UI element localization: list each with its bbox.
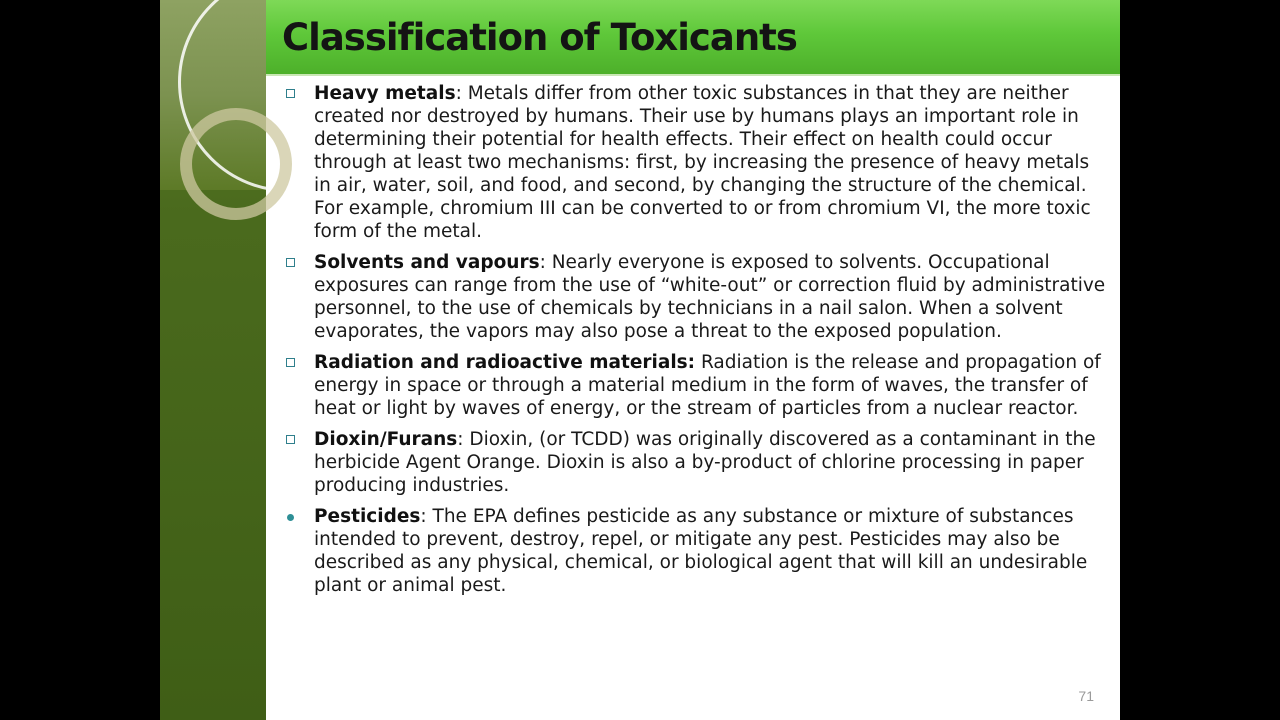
item-description: Radiation is the release and propagation of energy in space or through a material medium in the form of waves, the transfer of heat or light by waves of energy, or the stream of particles from a nuclear reactor. [314,352,1101,419]
square-bullet-icon [286,89,295,98]
square-bullet-icon [286,258,295,267]
list-item-solvents [278,251,1108,343]
item-term: Pesticides [314,506,421,527]
list-item-dioxin [278,428,1108,497]
item-term: Radiation and radioactive materials: [314,352,696,373]
square-bullet-icon [286,435,295,444]
presentation-slide [160,0,1120,720]
slide-title: Classification of Toxicants [282,16,797,59]
item-description: : The EPA defines pesticide as any substance or mixture of substances intended to prevent, destroy, repel, or mitigate any pest. Pesticides may also be described as any physical, chemical, or biological agent that will kill an undesirable plant or animal pest. [314,506,1088,596]
item-description: : Metals differ from other toxic substances in that they are neither created nor destroyed by humans. Their use by humans plays an important role in determining their potential for health effects. Their effect on health could occur through at least two mechanisms: first, by increasing the presence of heavy metals in air, water, soil, and food, and second, by changing the structure of the chemical. For example, chromium III can be converted to or from chromium VI, the more toxic form of the metal. [314,83,1091,242]
item-description: : Nearly everyone is exposed to solvents. Occupational exposures can range from the use of “white-out” or correction fluid by administrative personnel, to the use of chemicals by technicians in a nail salon. When a solvent evaporates, the vapors may also pose a threat to the exposed population. [314,252,1106,342]
title-bar [266,0,1120,76]
list-item-radiation [278,351,1108,420]
list-item-pesticides [278,505,1108,597]
slide-page-number: 71 [1078,688,1094,704]
item-term: Heavy metals [314,83,456,104]
square-bullet-icon [286,358,295,367]
toxicant-list [278,82,1108,605]
item-description: : Dioxin, (or TCDD) was originally discovered as a contaminant in the herbicide Agent Orange. Dioxin is also a by-product of chlorine processing in paper producing industries. [314,429,1096,496]
decorative-ring-small [180,108,292,220]
list-item-heavy-metals [278,82,1108,243]
item-term: Dioxin/Furans [314,429,458,450]
item-term: Solvents and vapours [314,252,540,273]
dot-bullet-icon [287,514,294,521]
decorative-side-band [160,0,266,720]
